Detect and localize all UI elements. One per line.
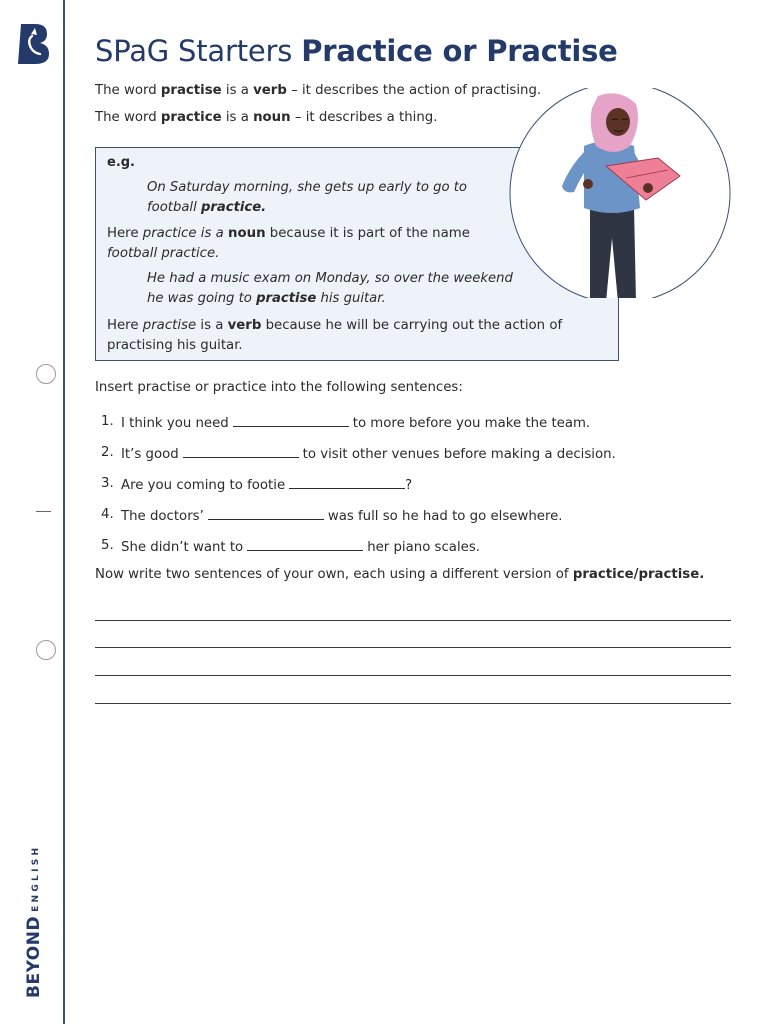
def-type: noun (253, 110, 291, 125)
definition-verb (95, 83, 541, 98)
writing-line[interactable] (95, 620, 731, 621)
brand-vertical (24, 845, 44, 998)
question-number: 5. (101, 538, 114, 553)
note-text: is a (196, 318, 228, 333)
question-text (121, 445, 616, 462)
write-bold: practice/practise. (572, 567, 705, 582)
note-text: Here (107, 318, 143, 333)
note-line: practising his guitar. (107, 338, 243, 353)
quote-line (147, 289, 513, 309)
question-number: 4. (101, 507, 114, 522)
question-before: The doctors’ (121, 509, 204, 524)
question-before: She didn’t want to (121, 540, 244, 555)
note-italic: practise (142, 318, 197, 333)
def-text: The word (95, 83, 161, 98)
definition-noun (95, 110, 437, 125)
answer-blank[interactable] (183, 445, 299, 458)
example-quote-1 (147, 178, 467, 218)
answer-blank[interactable] (289, 476, 405, 489)
punch-hole-top (36, 364, 56, 384)
quote-line: On Saturday morning, she gets up early to go to (147, 180, 468, 195)
question-number: 2. (101, 445, 114, 460)
def-text: – it describes the action of practising. (286, 83, 542, 98)
note-italic: practice is a (142, 226, 224, 241)
quote-bold: practise (256, 291, 317, 306)
answer-blank[interactable] (247, 538, 363, 551)
example-label: e.g. (107, 155, 135, 170)
fold-mark (36, 511, 51, 512)
question-before: Are you coming to footie (121, 478, 286, 493)
note-text: Here (107, 226, 143, 241)
def-text: is a (221, 110, 254, 125)
question-after: ? (405, 478, 413, 493)
reading-girl-illustration (508, 88, 732, 298)
page-title (95, 34, 618, 68)
question-text (121, 538, 480, 555)
def-text: – it describes a thing. (290, 110, 438, 125)
question-before: I think you need (121, 416, 229, 431)
def-text: The word (95, 110, 161, 125)
example-note-2 (107, 316, 607, 356)
write-instruction (95, 567, 704, 582)
note-bold: verb (227, 318, 262, 333)
title-bold: Practice or Practise (301, 34, 618, 68)
punch-hole-bottom (36, 640, 56, 660)
question-after: her piano scales. (367, 540, 480, 555)
example-quote-2 (147, 269, 513, 309)
def-word: practise (160, 83, 222, 98)
def-text: is a (221, 83, 254, 98)
def-word: practice (160, 110, 222, 125)
answer-blank[interactable] (233, 414, 349, 427)
quote-text: football (147, 200, 201, 215)
question-number: 1. (101, 414, 114, 429)
question-after: to visit other venues before making a decision. (302, 447, 616, 462)
beyond-logo-icon (14, 22, 52, 66)
question-text (121, 414, 590, 431)
note-line (107, 316, 607, 336)
writing-line[interactable] (95, 647, 731, 648)
margin-line (63, 0, 65, 1024)
note-text: because it is part of the name (265, 226, 470, 241)
exercise-instruction: Insert practise or practice into the following sentences: (95, 380, 463, 395)
quote-text: his guitar. (316, 291, 386, 306)
quote-text: he was going to (147, 291, 257, 306)
answer-blank[interactable] (208, 507, 324, 520)
question-after: to more before you make the team. (352, 416, 591, 431)
brand-sub: ENGLISH (31, 844, 41, 912)
writing-line[interactable] (95, 703, 731, 704)
quote-bold: practice. (200, 200, 267, 215)
def-type: verb (253, 83, 287, 98)
brand-main: BEYOND (24, 915, 44, 998)
writing-line[interactable] (95, 675, 731, 676)
question-number: 3. (101, 476, 114, 491)
note-italic: football practice. (107, 246, 220, 261)
quote-line (147, 198, 467, 218)
question-text (121, 476, 412, 493)
note-bold: noun (228, 226, 266, 241)
question-before: It’s good (121, 447, 179, 462)
quote-line: He had a music exam on Monday, so over the weekend (147, 271, 513, 286)
write-text: Now write two sentences of your own, each using a different version of (95, 567, 573, 582)
note-text: because he will be carrying out the action of (261, 318, 563, 333)
title-prefix: SPaG Starters (95, 34, 293, 68)
question-after: was full so he had to go elsewhere. (327, 509, 563, 524)
question-text (121, 507, 563, 524)
